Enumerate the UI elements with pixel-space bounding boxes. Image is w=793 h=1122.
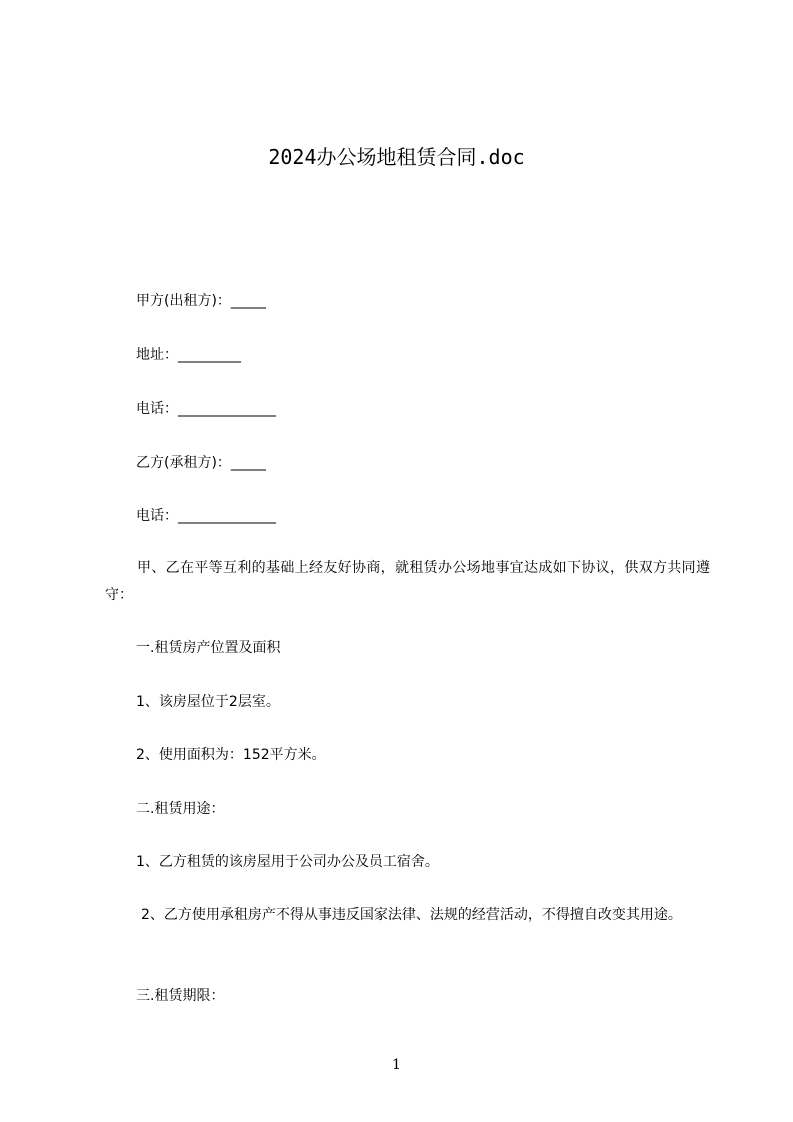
intro-paragraph: 甲、乙在平等互利的基础上经友好协商，就租赁办公场地事宜达成如下协议，供双方共同遵守： [105, 560, 710, 603]
section-1-item-1: 1、该房屋位于2层室。 [136, 694, 280, 710]
party-b-line: 乙方(承租方)：_____ [136, 455, 266, 471]
phone-b-line: 电话：______________ [136, 508, 276, 524]
section-3-heading: 三.租赁期限： [136, 988, 225, 1004]
section-1-heading: 一.租赁房产位置及面积 [136, 640, 281, 656]
section-1-item-2: 2、使用面积为：152平方米。 [136, 747, 326, 763]
document-title: 2024办公场地租赁合同.doc [268, 145, 525, 169]
address-line: 地址：_________ [136, 347, 241, 363]
section-2-item-1: 1、乙方租赁的该房屋用于公司办公及员工宿舍。 [136, 854, 439, 870]
section-2-heading: 二.租赁用途： [136, 801, 225, 817]
phone-a-line: 电话：______________ [136, 401, 276, 417]
party-a-line: 甲方(出租方)：_____ [136, 293, 266, 309]
page-number: 1 [392, 1057, 401, 1073]
section-2-item-2: 2、乙方使用承租房产不得从事违反国家法律、法规的经营活动，不得擅自改变其用途。 [141, 907, 682, 923]
